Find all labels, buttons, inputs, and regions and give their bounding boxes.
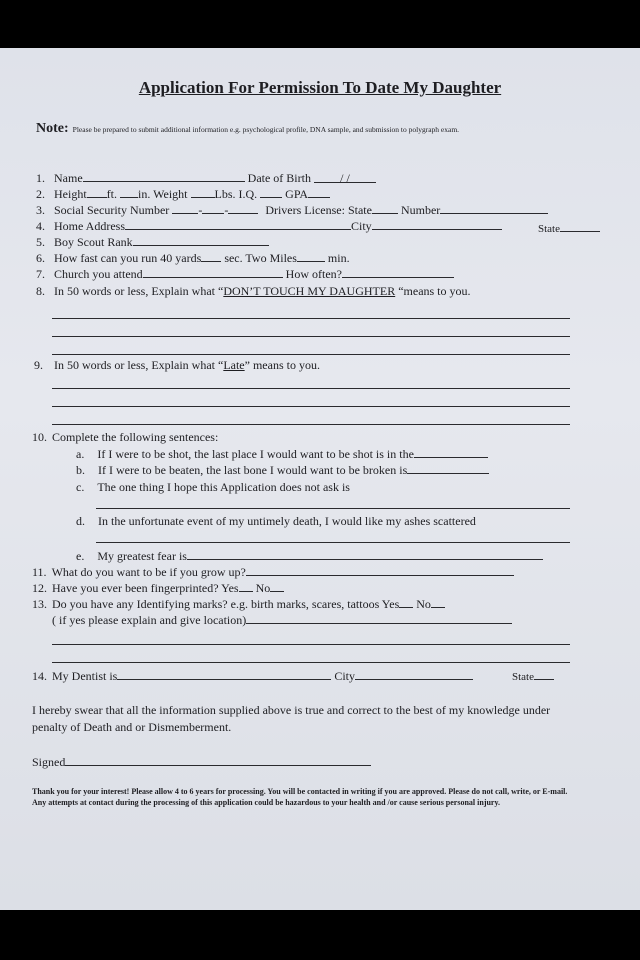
q6-number: 6. [36, 251, 45, 265]
q3-ssn-label: Social Security Number [54, 203, 170, 217]
ssn-dash: - [224, 203, 229, 217]
q12-row [32, 580, 284, 596]
dentist-field[interactable] [117, 668, 331, 680]
q13-answer-line[interactable] [52, 662, 570, 663]
q11-row [32, 564, 514, 580]
q7-number: 7. [36, 267, 45, 281]
q8-row [36, 284, 471, 299]
signed-label: Signed [32, 755, 66, 769]
marks-yes-field[interactable] [399, 596, 413, 608]
q10c-answer-line[interactable] [96, 508, 570, 509]
fingerprinted-no-field[interactable] [270, 580, 284, 592]
ssn-dash: - [198, 203, 203, 217]
gpa-field[interactable] [308, 186, 330, 198]
name-field[interactable] [83, 170, 245, 182]
q10e-row [76, 548, 543, 564]
dob-slashes: / / [340, 171, 350, 185]
q10c-row [76, 480, 350, 495]
home-city-field[interactable] [372, 218, 502, 230]
marks-no-field[interactable] [431, 596, 445, 608]
q9-answer-line[interactable] [52, 424, 570, 425]
q2-in-weight-label: in. Weight [138, 187, 188, 201]
q13-label: Do you have any Identifying marks? e.g. birth marks, scares, tattoos Yes [52, 597, 400, 611]
q10-row [32, 430, 218, 445]
marks-location-field[interactable] [246, 612, 512, 624]
q5-label: Boy Scout Rank [54, 235, 133, 249]
church-field[interactable] [143, 266, 283, 278]
how-often-field[interactable] [342, 266, 454, 278]
q9-post: ” means to you. [244, 358, 320, 372]
q6-sec-label: sec. Two Miles [224, 251, 297, 265]
q2-lbs-iq-label: Lbs. I.Q. [214, 187, 258, 201]
note-label: Note: [36, 121, 69, 136]
q10a-letter: a. [76, 447, 85, 461]
q10a-field[interactable] [414, 446, 488, 458]
q12-no-label: No [255, 581, 271, 595]
q14-state-label: State [512, 671, 534, 683]
q4-state-group [538, 220, 600, 235]
forty-yard-field[interactable] [201, 250, 221, 262]
q11-field[interactable] [246, 564, 514, 576]
q4-address-label: Home Address [54, 219, 125, 233]
q3-row [36, 202, 548, 218]
q5-row [36, 234, 269, 250]
q7-church-label: Church you attend [54, 267, 143, 281]
q10b-row [76, 462, 489, 478]
q2-gpa-label: GPA [285, 187, 309, 201]
q7-row [36, 266, 454, 282]
q8-answer-line[interactable] [52, 354, 570, 355]
q4-state-label: State [538, 223, 560, 235]
dentist-city-field[interactable] [355, 668, 473, 680]
q2-ft-label: ft. [106, 187, 118, 201]
q13-row [32, 596, 445, 612]
q10d-row [76, 514, 476, 529]
q6-label: How fast can you run 40 yards [54, 251, 202, 265]
ssn-field-1[interactable] [172, 202, 198, 214]
q14-state-group [512, 668, 554, 683]
q2-number: 2. [36, 187, 45, 201]
processing-notice: Thank you for your interest! Please allow 4 to 6 years for processing. You will be contacted in writing if you are approved. Please do not call, write, or E-mail. Any attempts at contact during the processing of this application could be hazardous to your health and /or cause serious personal injury. [32, 787, 568, 807]
q10-label: Complete the following sentences: [52, 430, 219, 444]
q1-name-label: Name [54, 171, 83, 185]
q14-city-label: City [334, 669, 356, 683]
q10d-label: In the unfortunate event of my untimely death, I would like my ashes scattered [98, 514, 476, 528]
q14-number: 14. [32, 669, 47, 683]
signature-field[interactable] [65, 754, 371, 766]
license-number-field[interactable] [440, 202, 548, 214]
iq-field[interactable] [260, 186, 282, 198]
q13-number: 13. [32, 597, 47, 611]
weight-field[interactable] [191, 186, 215, 198]
q12-number: 12. [32, 581, 47, 595]
signature-row [32, 754, 371, 770]
q10e-label: My greatest fear is [97, 549, 187, 563]
q10e-field[interactable] [187, 548, 543, 560]
q4-row [36, 218, 502, 234]
q8-emphasis: DON’T TOUCH MY DAUGHTER [223, 284, 396, 298]
height-in-field[interactable] [120, 186, 138, 198]
two-miles-field[interactable] [297, 250, 325, 262]
q10-number: 10. [32, 430, 47, 444]
ssn-field-3[interactable] [228, 202, 258, 214]
q6-min-label: min. [327, 251, 350, 265]
q10b-label: If I were to be beaten, the last bone I would want to be broken is [98, 463, 408, 477]
q9-row [34, 358, 320, 373]
q10a-label: If I were to be shot, the last place I would want to be shot is in the [97, 447, 414, 461]
q12-label: Have you ever been fingerprinted? Yes [52, 581, 239, 595]
q10d-letter: d. [76, 514, 85, 528]
q8-answer-line[interactable] [52, 318, 570, 319]
oath-statement: I hereby swear that all the information supplied above is true and correct to the best of my knowledge under penalty of Death and or Dismemberment. [32, 703, 551, 734]
note [36, 121, 576, 136]
q4-city-label: City [351, 219, 372, 233]
q8-number: 8. [36, 284, 45, 298]
dob-field[interactable] [314, 171, 376, 183]
q4-number: 4. [36, 219, 45, 233]
q9-answer-line[interactable] [52, 388, 570, 389]
q3-license-label: Drivers License: State [265, 203, 372, 217]
form-title: Application For Permission To Date My Daughter [138, 78, 502, 97]
q11-label: What do you want to be if you grow up? [51, 565, 246, 579]
dentist-state-field[interactable] [534, 668, 554, 680]
boy-scout-rank-field[interactable] [133, 234, 269, 246]
q10d-answer-line[interactable] [96, 542, 570, 543]
q8-post: “means to you. [395, 284, 471, 298]
q13-answer-line[interactable] [52, 644, 570, 645]
q3-number-label: Number [400, 203, 441, 217]
note-text: Please be prepared to submit additional information e.g. psychological profile, DNA sample, and submission to polygraph exam. [72, 125, 460, 134]
q11-number: 11. [32, 565, 47, 579]
q7-often-label: How often? [285, 267, 342, 281]
q14-dentist-label: My Dentist is [52, 669, 118, 683]
q8-answer-line[interactable] [52, 336, 570, 337]
ssn-field-2[interactable] [202, 202, 224, 214]
q5-number: 5. [36, 235, 45, 249]
q1-dob-label: Date of Birth [247, 171, 311, 185]
q2-row [36, 186, 330, 202]
q2-height-label: Height [54, 187, 87, 201]
home-state-field[interactable] [560, 220, 600, 232]
application-form-page [0, 48, 640, 910]
q1-row [36, 170, 376, 186]
q6-row [36, 250, 350, 266]
q3-number: 3. [36, 203, 45, 217]
q10c-letter: c. [76, 480, 85, 494]
q10e-letter: e. [76, 549, 85, 563]
q10a-row [76, 446, 488, 462]
fingerprinted-yes-field[interactable] [239, 580, 253, 592]
q13-sub-row [52, 612, 512, 628]
q1-number: 1. [36, 171, 45, 185]
q13-no-label: No [416, 597, 431, 611]
q8-pre: In 50 words or less, Explain what “ [54, 284, 224, 298]
height-ft-field[interactable] [87, 186, 107, 198]
q9-number: 9. [34, 358, 43, 372]
q10b-field[interactable] [407, 462, 489, 474]
q9-pre: In 50 words or less, Explain what “ [54, 358, 224, 372]
home-address-field[interactable] [125, 218, 351, 230]
q10c-label: The one thing I hope this Application does not ask is [97, 480, 350, 494]
q9-emphasis: Late [223, 358, 245, 372]
q10b-letter: b. [76, 463, 85, 477]
q9-answer-line[interactable] [52, 406, 570, 407]
license-state-field[interactable] [372, 202, 398, 214]
q14-row [32, 668, 473, 684]
q13-sub-label: ( if yes please explain and give location) [52, 613, 247, 627]
